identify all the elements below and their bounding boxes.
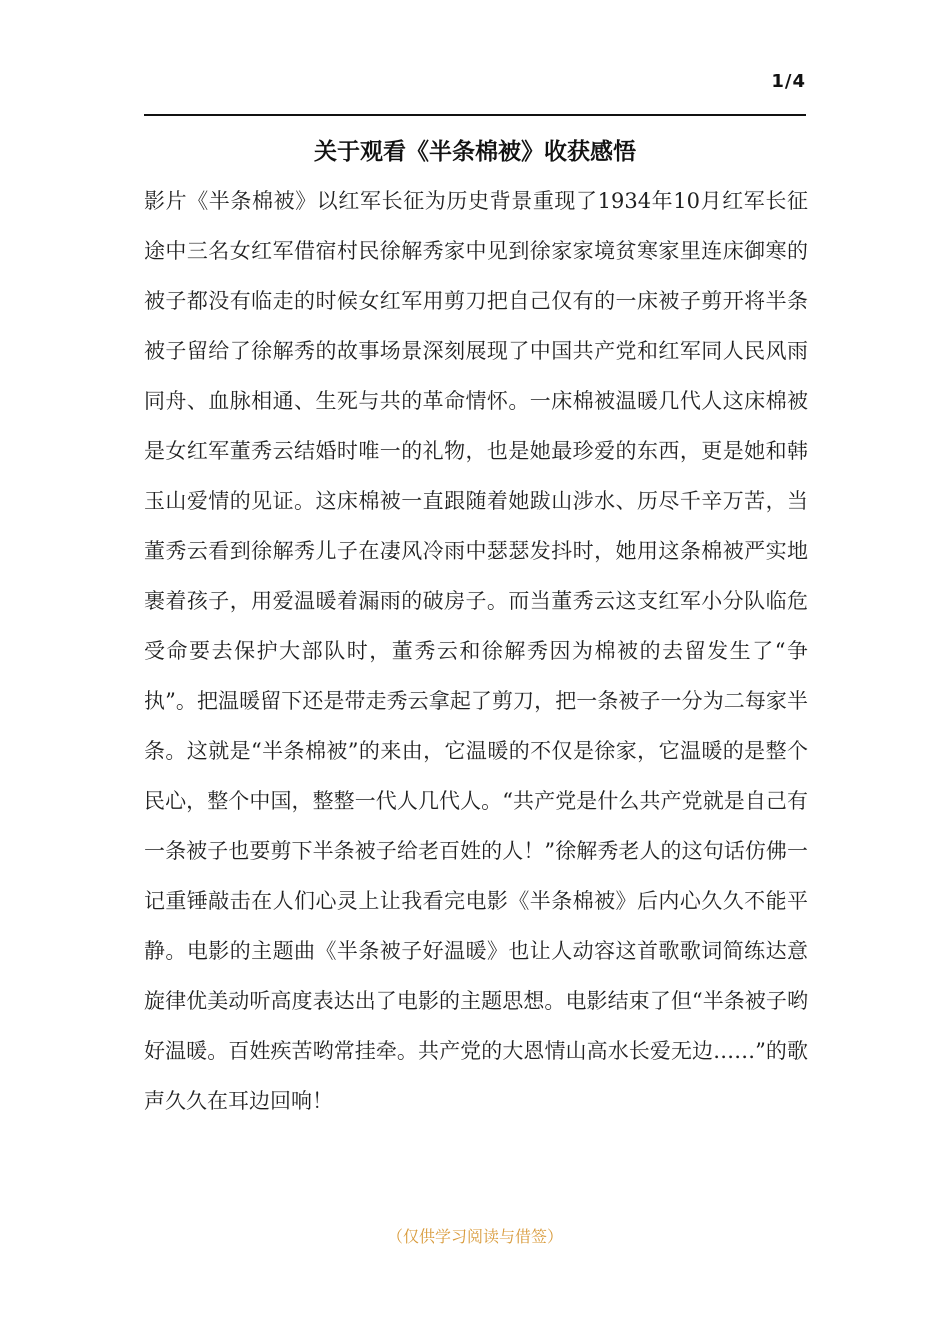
page-number: 1/4 <box>771 71 806 92</box>
header-divider <box>144 114 806 116</box>
document-body: 影片《半条棉被》以红军长征为历史背景重现了1934年10月红军长征途中三名女红军借宿村民徐解秀家中见到徐家家境贫寒家里连床御寒的被子都没有临走的时候女红军用剪刀把自己仅有的一床被子剪开将半条被子留给了徐解秀的故事场景深刻展现了中国共产党和红军同人民风雨同舟、血脉相通、生死与共的革命情怀。一床棉被温暖几代人这床棉被是女红军董秀云结婚时唯一的礼物，也是她最珍爱的东西，更是她和韩玉山爱情的见证。这床棉被一直跟随着她跋山涉水、历尽千辛万苦，当董秀云看到徐解秀儿子在凄风冷雨中瑟瑟发抖时，她用这条棉被严实地裹着孩子，用爱温暖着漏雨的破房子。而当董秀云这支红军小分队临危受命要去保护大部队时，董秀云和徐解秀因为棉被的去留发生了“争执”。把温暖留下还是带走秀云拿起了剪刀，把一条被子一分为二每家半条。这就是“半条棉被”的来由，它温暖的不仅是徐家，它温暖的是整个民心，整个中国，整整一代人几代人。“共产党是什么共产党就是自己有一条被子也要剪下半条被子给老百姓的人！”徐解秀老人的这句话仿佛一记重锤敲击在人们心灵上让我看完电影《半条棉被》后内心久久不能平静。电影的主题曲《半条被子好温暖》也让人动容这首歌歌词简练达意旋律优美动听高度表达出了电影的主题思想。电影结束了但“半条被子哟好温暖。百姓疾苦哟常挂牵。共产党的大恩情山高水长爱无边……”的歌声久久在耳边回响！ <box>144 189 808 1113</box>
document-title: 关于观看《半条棉被》收获感悟 <box>314 139 636 165</box>
footer-note: （仅供学习阅读与借签） <box>386 1227 563 1246</box>
